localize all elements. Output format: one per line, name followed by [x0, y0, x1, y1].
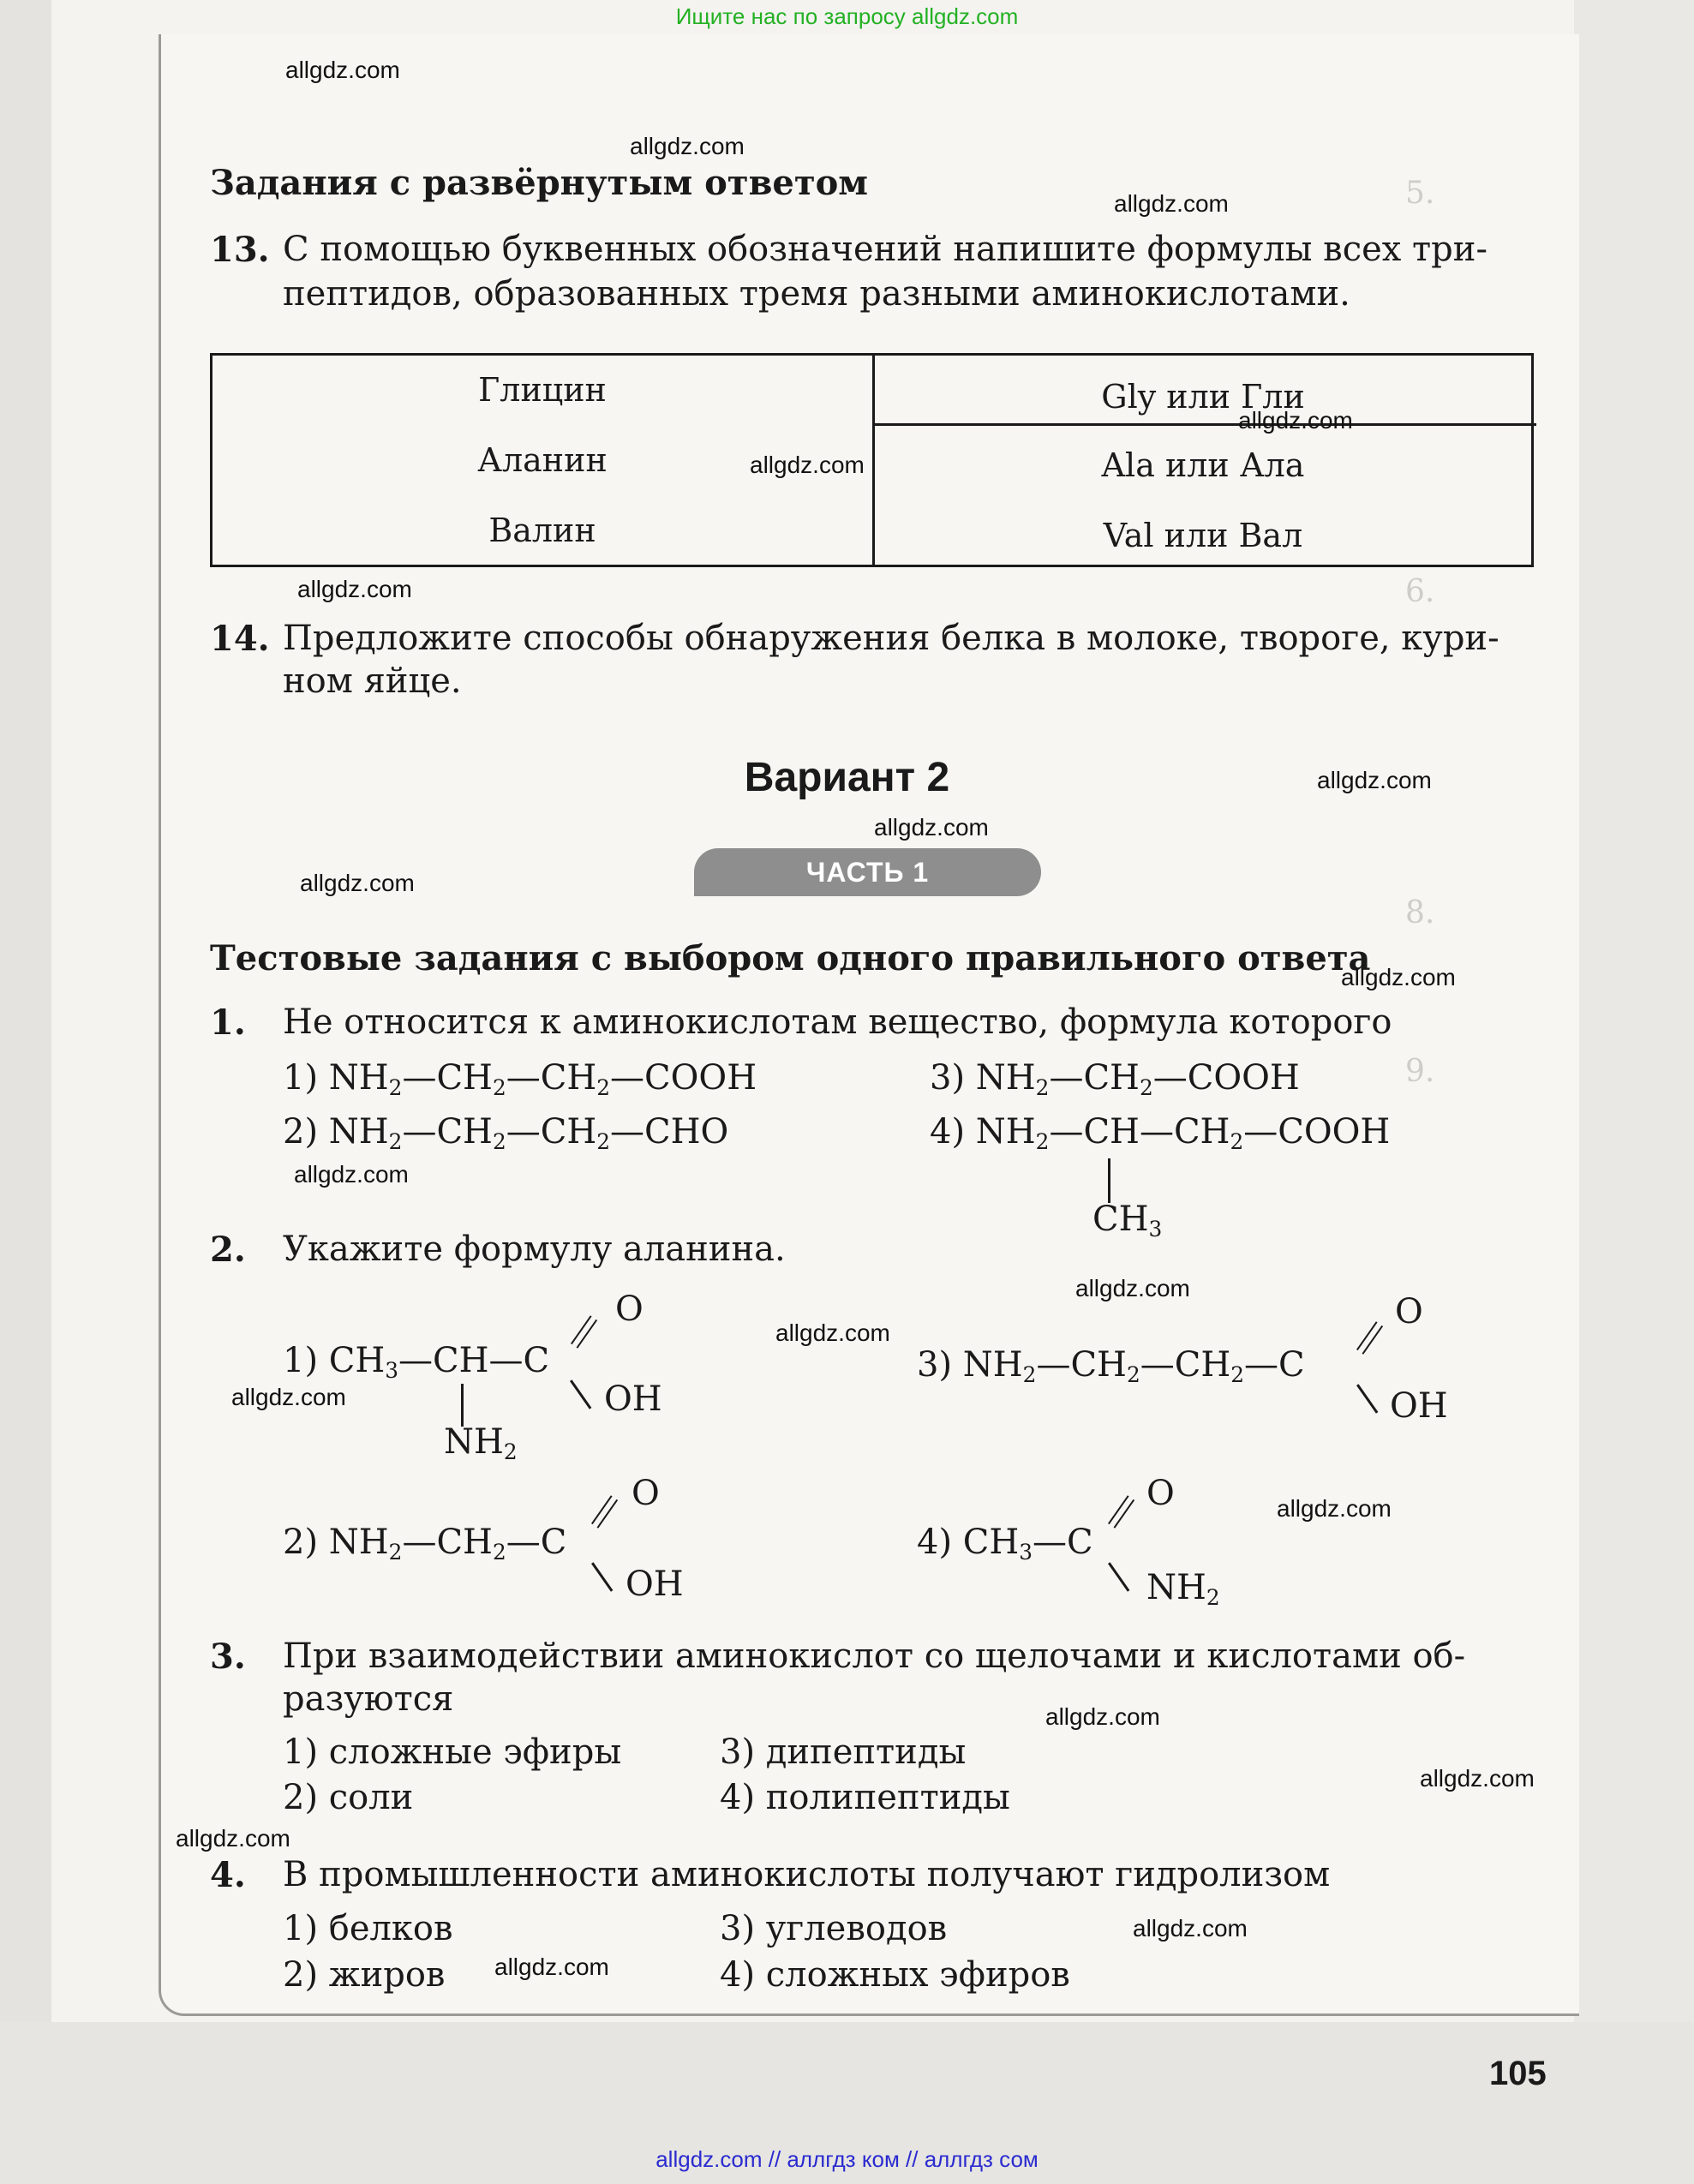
amino-text: NH	[1146, 1568, 1206, 1607]
q14-number: 14.	[210, 619, 270, 659]
q4-option-4[interactable]: 4) сложных эфиров	[720, 1955, 1070, 1995]
table-cell: Глицин	[478, 371, 607, 409]
part-label: ЧАСТЬ 1	[694, 848, 1041, 896]
q14-line2: ном яйце.	[283, 661, 462, 701]
q2-option-4[interactable]: 4) $CH_3—C$	[917, 1523, 1093, 1565]
option-label: 2)	[283, 1112, 319, 1152]
watermark: allgdz.com	[1045, 1703, 1160, 1730]
watermark: allgdz.com	[285, 57, 400, 83]
hydroxyl-group: OH	[626, 1565, 684, 1604]
q13-line2: пептидов, образованных тремя разными аминокислотами.	[283, 274, 1350, 314]
watermark: allgdz.com	[494, 1954, 609, 1980]
q3-option-1[interactable]: 1) сложные эфиры	[283, 1732, 622, 1772]
q4-option-3[interactable]: 3) углеводов	[720, 1909, 948, 1948]
test-section-title: Тестовые задания с выбором одного правильного ответа	[210, 938, 1371, 978]
q3-number: 3.	[210, 1637, 246, 1677]
q1-option-1[interactable]: 1) $NH_2—CH_2—CH_2—COOH$	[283, 1058, 757, 1100]
option-label: 1)	[283, 1058, 319, 1098]
watermark: allgdz.com	[1133, 1915, 1248, 1942]
option-label: 3)	[917, 1345, 953, 1385]
watermark: allgdz.com	[1420, 1765, 1535, 1792]
q2-number: 2.	[210, 1230, 246, 1270]
watermark: allgdz.com	[630, 133, 745, 159]
watermark: allgdz.com	[775, 1319, 890, 1346]
q1-option-4[interactable]: 4) $NH_2—CH—CH_2—COOH$	[930, 1112, 1391, 1154]
q2-option-3[interactable]: 3) $NH_2—CH_2—CH_2—C$	[917, 1345, 1305, 1387]
q4-text: В промышленности аминокислоты получают гидролизом	[283, 1855, 1331, 1894]
branch-text: CH	[1092, 1200, 1149, 1239]
q3-line2: разуются	[283, 1679, 454, 1719]
bottom-footer[interactable]: allgdz.com // аллгдз ком // аллгдз сом	[655, 2146, 1039, 2172]
variant-title: Вариант 2	[744, 755, 950, 800]
table-divider	[872, 423, 1536, 426]
q13-line1: С помощью буквенных обозначений напишите формулы всех три-	[283, 230, 1487, 269]
q1-option-4-branch: $CH_3$	[1092, 1200, 1163, 1242]
option-label: 3)	[930, 1058, 966, 1098]
option-label: 4)	[930, 1112, 966, 1152]
watermark: allgdz.com	[176, 1825, 290, 1852]
option-label: 4)	[917, 1523, 953, 1562]
q3-option-4[interactable]: 4) полипептиды	[720, 1778, 1010, 1817]
amino-group: $NH_2$	[1146, 1568, 1220, 1610]
watermark: allgdz.com	[1114, 190, 1229, 217]
bleed-through-text: 5.	[1405, 176, 1435, 211]
bleed-through-text: 6.	[1405, 574, 1435, 609]
table-cell: Аланин	[477, 441, 608, 479]
q2-option-1[interactable]: 1) $CH_3—CH—C$	[283, 1341, 550, 1383]
page-number: 105	[1489, 2055, 1547, 2092]
oxygen-atom: O	[1146, 1474, 1175, 1513]
top-banner[interactable]: Ищите нас по запросу allgdz.com	[675, 3, 1019, 29]
background-left-page	[0, 0, 51, 2184]
bond-line	[461, 1384, 464, 1427]
watermark: allgdz.com	[297, 576, 412, 602]
q4-number: 4.	[210, 1855, 246, 1895]
bleed-through-text: 9.	[1405, 1054, 1435, 1089]
table-cell: Валин	[488, 512, 596, 549]
table-cell: Gly или Гли	[1101, 378, 1305, 416]
watermark: allgdz.com	[1317, 767, 1432, 793]
option-label: 2)	[283, 1523, 319, 1562]
option-label: 1)	[283, 1341, 319, 1380]
section-title: Задания с развёрнутым ответом	[210, 163, 869, 203]
watermark: allgdz.com	[231, 1384, 346, 1410]
table-cell: Val или Вал	[1103, 517, 1303, 554]
watermark: allgdz.com	[750, 452, 865, 478]
oxygen-atom: O	[632, 1474, 660, 1513]
watermark: allgdz.com	[1075, 1275, 1190, 1301]
bleed-through-text: 8.	[1405, 895, 1435, 930]
amino-text: NH	[444, 1422, 504, 1462]
hydroxyl-group: OH	[604, 1379, 662, 1419]
amino-group: $NH_2$	[444, 1422, 518, 1464]
q1-option-3[interactable]: 3) $NH_2—CH_2—COOH$	[930, 1058, 1300, 1100]
q2-option-2[interactable]: 2) $NH_2—CH_2—C$	[283, 1523, 567, 1565]
oxygen-atom: O	[615, 1289, 643, 1329]
q1-option-2[interactable]: 2) $NH_2—CH_2—CH_2—CHO$	[283, 1112, 729, 1154]
q4-option-1[interactable]: 1) белков	[283, 1909, 453, 1948]
q1-text: Не относится к аминокислотам вещество, формула которого	[283, 1002, 1392, 1042]
table-right-column	[874, 355, 1533, 566]
watermark: allgdz.com	[294, 1161, 409, 1188]
q3-option-3[interactable]: 3) дипептиды	[720, 1732, 967, 1772]
oxygen-atom: O	[1395, 1292, 1423, 1331]
background-right-page	[1574, 0, 1694, 2184]
watermark: allgdz.com	[874, 814, 989, 841]
q4-option-2[interactable]: 2) жиров	[283, 1955, 446, 1995]
q14-line1: Предложите способы обнаружения белка в молоке, твороге, кури-	[283, 619, 1499, 658]
watermark: allgdz.com	[1238, 407, 1353, 434]
table-cell: Ala или Ала	[1101, 446, 1305, 484]
q3-line1: При взаимодействии аминокислот со щелочами и кислотами об-	[283, 1637, 1466, 1676]
watermark: allgdz.com	[300, 870, 415, 896]
q2-text: Укажите формулу аланина.	[283, 1230, 786, 1269]
amino-acid-table	[210, 353, 1534, 567]
q1-number: 1.	[210, 1002, 246, 1043]
watermark: allgdz.com	[1277, 1495, 1392, 1522]
hydroxyl-group: OH	[1390, 1386, 1448, 1426]
q13-number: 13.	[210, 230, 270, 270]
q3-option-2[interactable]: 2) соли	[283, 1778, 414, 1817]
bond-line	[1108, 1158, 1110, 1203]
watermark: allgdz.com	[1341, 964, 1456, 990]
